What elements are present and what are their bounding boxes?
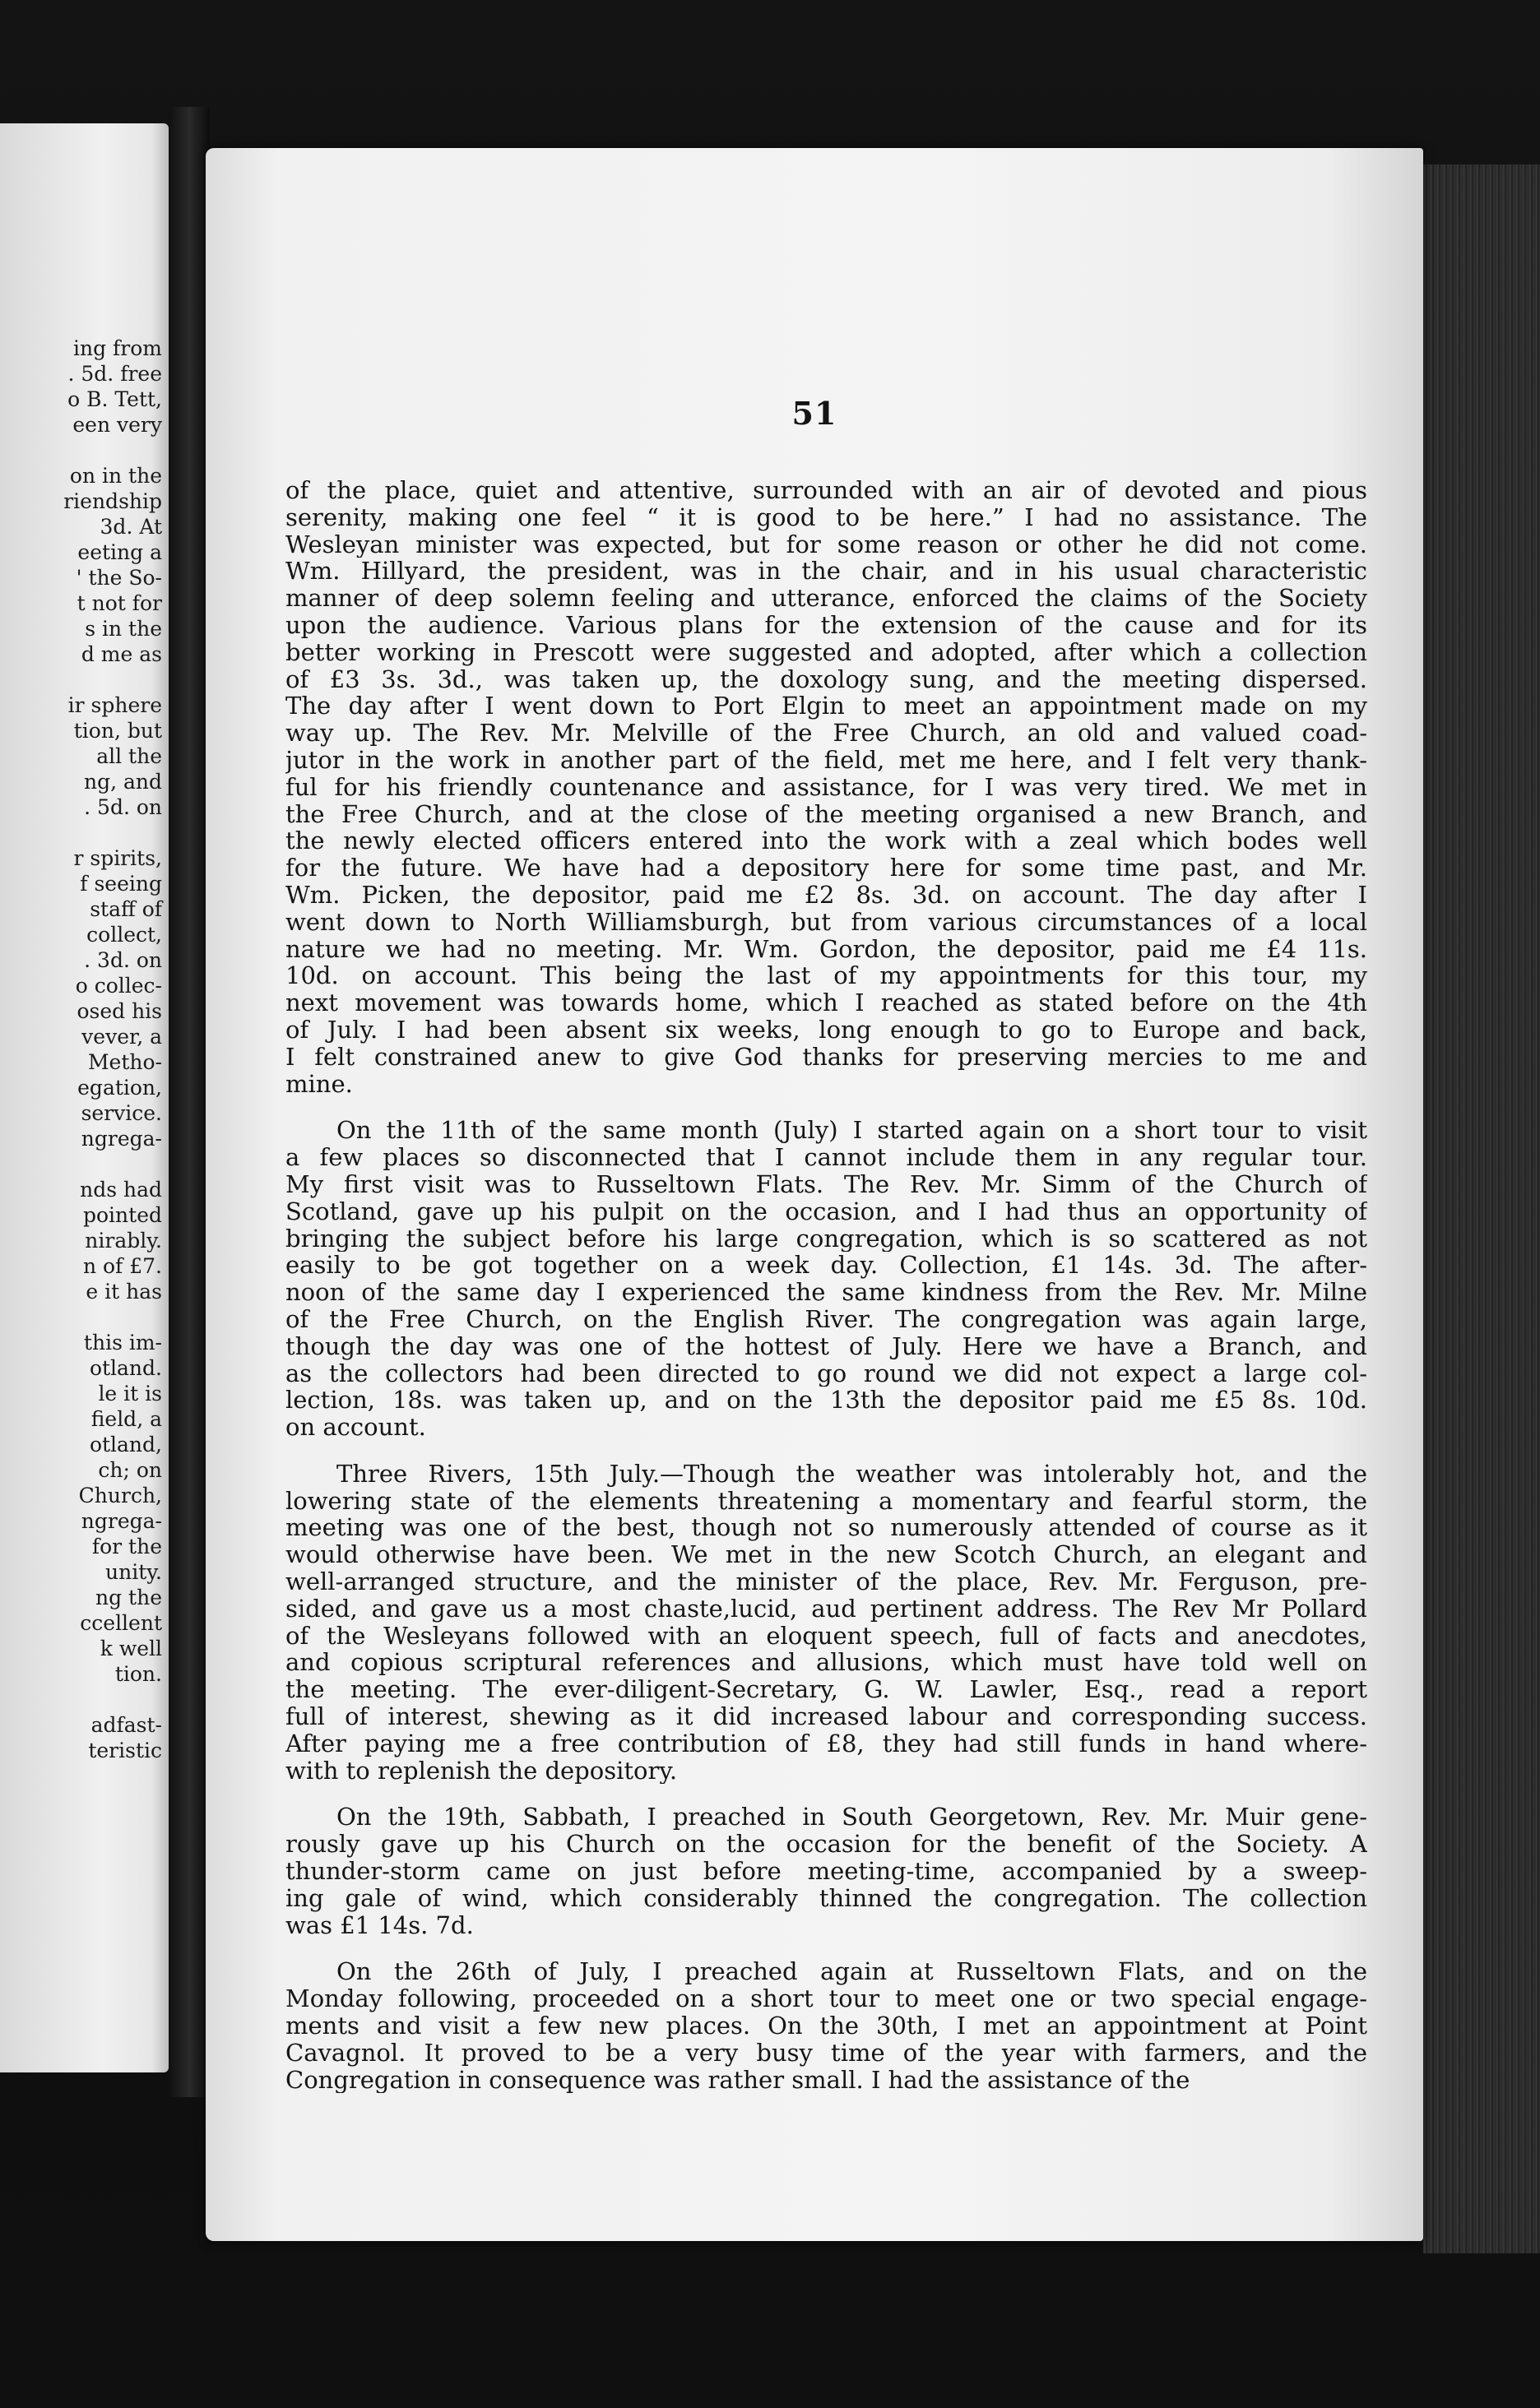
left-page-line: 3d. At [100, 515, 162, 539]
left-page-line: vever, a [81, 1025, 162, 1049]
left-page-line: le it is [98, 1382, 162, 1405]
left-page-line: unity. [105, 1560, 162, 1584]
text-line: was £1 14s. 7d. [285, 1911, 474, 1939]
text-line: and copious scriptural references and allusions, which must have told well on [285, 1649, 1367, 1677]
left-page-line: f seeing [80, 872, 162, 896]
text-line: way up. The Rev. Mr. Melville of the Free Church, an old and valued coad- [285, 720, 1367, 747]
text-line: manner of deep solemn feeling and utterance, enforced the claims of the Society [285, 585, 1367, 612]
text-line: with to replenish the depository. [285, 1757, 678, 1785]
text-line: bringing the subject before his large congregation, which is so scattered as not [285, 1225, 1367, 1253]
text-line: nature we had no meeting. Mr. Wm. Gordon, the depositor, paid me £4 11s. [285, 935, 1367, 963]
text-line: ments and visit a few new places. On the 30th, I met an appointment at Point [285, 2012, 1367, 2040]
text-line: serenity, making one feel “ it is good to be here.” I had no assistance. The [285, 503, 1367, 531]
text-line: though the day was one of the hottest of July. Here we have a Branch, and [285, 1332, 1367, 1360]
paragraph-gap [285, 1441, 1367, 1461]
text-line: Wm. Hillyard, the president, was in the chair, and in his usual characteristic [285, 558, 1367, 586]
text-line: mine. [285, 1070, 353, 1098]
left-page-line: een very [72, 413, 162, 437]
left-page-line: staff of [90, 897, 162, 921]
text-line: would otherwise have been. We met in the new Scotch Church, an elegant and [285, 1541, 1367, 1569]
left-page-line: r spirits, [73, 846, 162, 870]
text-line: jutor in the work in another part of the field, met me here, and I felt very thank- [285, 746, 1367, 774]
left-page-line: ngrega- [81, 1127, 162, 1151]
text-line: Three Rivers, 15th July.—Though the weather was intolerably hot, and the [336, 1460, 1367, 1488]
text-line: Congregation in consequence was rather small. I had the assistance of the [285, 2066, 1190, 2094]
text-line: My first visit was to Russeltown Flats. The Rev. Mr. Simm of the Church of [285, 1170, 1367, 1198]
text-line: ful for his friendly countenance and assistance, for I was very tired. We met in [285, 773, 1367, 801]
text-line: of July. I had been absent six weeks, long enough to go to Europe and back, [285, 1016, 1367, 1044]
text-line: of the place, quiet and attentive, surrounded with an air of devoted and pious [285, 477, 1367, 504]
left-page-line: ing from [72, 336, 162, 360]
left-page-line: o B. Tett, [67, 387, 162, 411]
left-page-line: otland, [89, 1433, 162, 1456]
left-page-line: this im- [83, 1331, 162, 1354]
paragraph [285, 1117, 1367, 1441]
text-line: On the 11th of the same month (July) I started again on a short tour to visit [336, 1117, 1367, 1145]
body-text [285, 477, 1367, 2093]
left-page-line: o collec- [75, 974, 162, 998]
left-page-line: pointed [83, 1203, 162, 1227]
left-page-line: d me as [81, 642, 162, 666]
text-line: I felt constrained anew to give God thanks for preserving mercies to me and [285, 1043, 1367, 1071]
paragraph-gap [285, 1097, 1367, 1117]
paragraph [285, 1958, 1367, 2093]
left-page-line: e it has [86, 1280, 162, 1304]
left-page-gap [0, 667, 169, 692]
left-page-gap [0, 1304, 169, 1330]
paragraph-gap [285, 1784, 1367, 1804]
paragraph [285, 477, 1367, 1097]
left-page-line: collect, [86, 923, 162, 947]
left-page-line: all the [96, 744, 162, 768]
text-line: rously gave up his Church on the occasion for the benefit of the Society. A [285, 1831, 1367, 1859]
paragraph [285, 1804, 1367, 1938]
text-line: sided, and gave us a most chaste,lucid, aud pertinent address. The Rev Mr Pollard [285, 1595, 1367, 1623]
text-line: well-arranged structure, and the minister of the place, Rev. Mr. Ferguson, pre- [285, 1568, 1367, 1595]
text-line: a few places so disconnected that I cannot include them in any regular tour. [285, 1144, 1367, 1171]
left-page-line: adfast- [90, 1713, 162, 1737]
left-page-line: k well [100, 1637, 162, 1660]
page-stack-edge [1423, 164, 1540, 2253]
left-page-line: t not for [77, 591, 162, 615]
left-page-line: field, a [90, 1407, 162, 1431]
text-line: of the Free Church, on the English River. The congregation was again large, [285, 1305, 1367, 1333]
text-line: full of interest, shewing as it did increased labour and corresponding success. [285, 1703, 1367, 1730]
text-line: noon of the same day I experienced the same kindness from the Rev. Mr. Milne [285, 1279, 1367, 1306]
text-line: upon the audience. Various plans for the extension of the cause and for its [285, 611, 1367, 639]
left-page-line: ccellent [80, 1611, 162, 1635]
left-page-line: on in the [69, 464, 162, 488]
left-page-line: Church, [78, 1484, 162, 1507]
paragraph-gap [285, 1938, 1367, 1958]
left-page-line: s in the [85, 617, 162, 641]
left-page-line: ch; on [98, 1458, 162, 1482]
text-line: The day after I went down to Port Elgin to meet an appointment made on my [285, 692, 1367, 720]
left-page-line: nirably. [85, 1229, 162, 1253]
text-line: Wesleyan minister was expected, but for some reason or other he did not come. [285, 530, 1367, 558]
left-page-line: ng, and [83, 770, 162, 794]
text-line: for the future. We have had a depository here for some time past, and Mr. [285, 854, 1367, 882]
left-page-line: . 5d. on [84, 795, 162, 819]
text-line: of the Wesleyans followed with an eloquent speech, full of facts and anecdotes, [285, 1622, 1367, 1650]
left-page-gap [0, 438, 169, 463]
text-line: lection, 18s. was taken up, and on the 13th the depositor paid me £5 8s. 10d. [285, 1387, 1367, 1415]
text-line: the meeting. The ever-diligent-Secretary, G. W. Lawler, Esq., read a report [285, 1676, 1367, 1704]
left-page-gap [0, 1151, 169, 1177]
text-line: on account. [285, 1414, 426, 1441]
left-page-line: otland. [89, 1356, 162, 1380]
text-line: 10d. on account. This being the last of my appointments for this tour, my [285, 962, 1367, 990]
left-page-line: ngrega- [81, 1509, 162, 1533]
left-page-line: . 3d. on [84, 948, 162, 972]
text-line: thunder-storm came on just before meeting-time, accompanied by a sweep- [285, 1858, 1367, 1885]
left-page-line: n of £7. [82, 1254, 162, 1278]
left-page-line: tion. [114, 1662, 162, 1686]
left-page-line: eeting a [77, 540, 162, 564]
left-page-line: egation, [77, 1076, 162, 1100]
left-page-line: riendship [63, 489, 162, 513]
text-line: Scotland, gave up his pulpit on the occasion, and I had thus an opportunity of [285, 1197, 1367, 1225]
left-page-line: for the [91, 1535, 162, 1558]
left-page-line: osed his [77, 999, 162, 1023]
left-page-gap [0, 820, 169, 845]
text-line: the newly elected officers entered into the work with a zeal which bodes well [285, 827, 1367, 855]
text-line: Cavagnol. It proved to be a very busy time of the year with farmers, and the [285, 2039, 1367, 2067]
left-page-edge [0, 123, 169, 2072]
left-page-line: service. [81, 1101, 162, 1125]
text-line: Monday following, proceeded on a short tour to meet one or two special engage- [285, 1985, 1367, 2013]
left-page-line: ng the [95, 1586, 162, 1609]
left-page-text [0, 336, 169, 1763]
book-gutter [169, 107, 210, 2097]
text-line: On the 26th of July, I preached again at Russeltown Flats, and on the [336, 1958, 1367, 1986]
text-line: After paying me a free contribution of £8, they had still funds in hand where- [285, 1730, 1367, 1757]
left-page-line: . 5d. free [67, 362, 162, 386]
left-page-line: ir sphere [67, 693, 162, 717]
left-page-line: teristic [88, 1739, 162, 1762]
text-line: of £3 3s. 3d., was taken up, the doxology sung, and the meeting dispersed. [285, 665, 1367, 693]
left-page-line: Metho- [87, 1050, 162, 1074]
left-page-line: tion, but [73, 719, 162, 743]
text-line: went down to North Williamsburgh, but from various circumstances of a local [285, 908, 1367, 936]
text-line: easily to be got together on a week day. Collection, £1 14s. 3d. The after- [285, 1252, 1367, 1280]
left-page-line: ' the So- [76, 566, 162, 590]
right-page [206, 148, 1423, 2241]
text-line: Wm. Picken, the depositor, paid me £2 8s. 3d. on account. The day after I [285, 881, 1367, 909]
left-page-line: nds had [80, 1178, 162, 1202]
paragraph [285, 1461, 1367, 1785]
text-line: the Free Church, and at the close of the meeting organised a new Branch, and [285, 800, 1367, 828]
text-line: ing gale of wind, which considerably thinned the congregation. The collection [285, 1884, 1367, 1912]
text-line: On the 19th, Sabbath, I preached in South Georgetown, Rev. Mr. Muir gene- [336, 1804, 1367, 1831]
text-line: meeting was one of the best, though not so numerously attended of course as it [285, 1514, 1367, 1542]
text-line: better working in Prescott were suggested and adopted, after which a collection [285, 638, 1367, 666]
text-line: lowering state of the elements threatening a momentary and fearful storm, the [285, 1487, 1367, 1515]
text-line: as the collectors had been directed to go round we did not expect a large col- [285, 1359, 1367, 1387]
text-line: next movement was towards home, which I reached as stated before on the 4th [285, 989, 1367, 1016]
page-number: 51 [791, 395, 837, 432]
left-page-gap [0, 1687, 169, 1712]
